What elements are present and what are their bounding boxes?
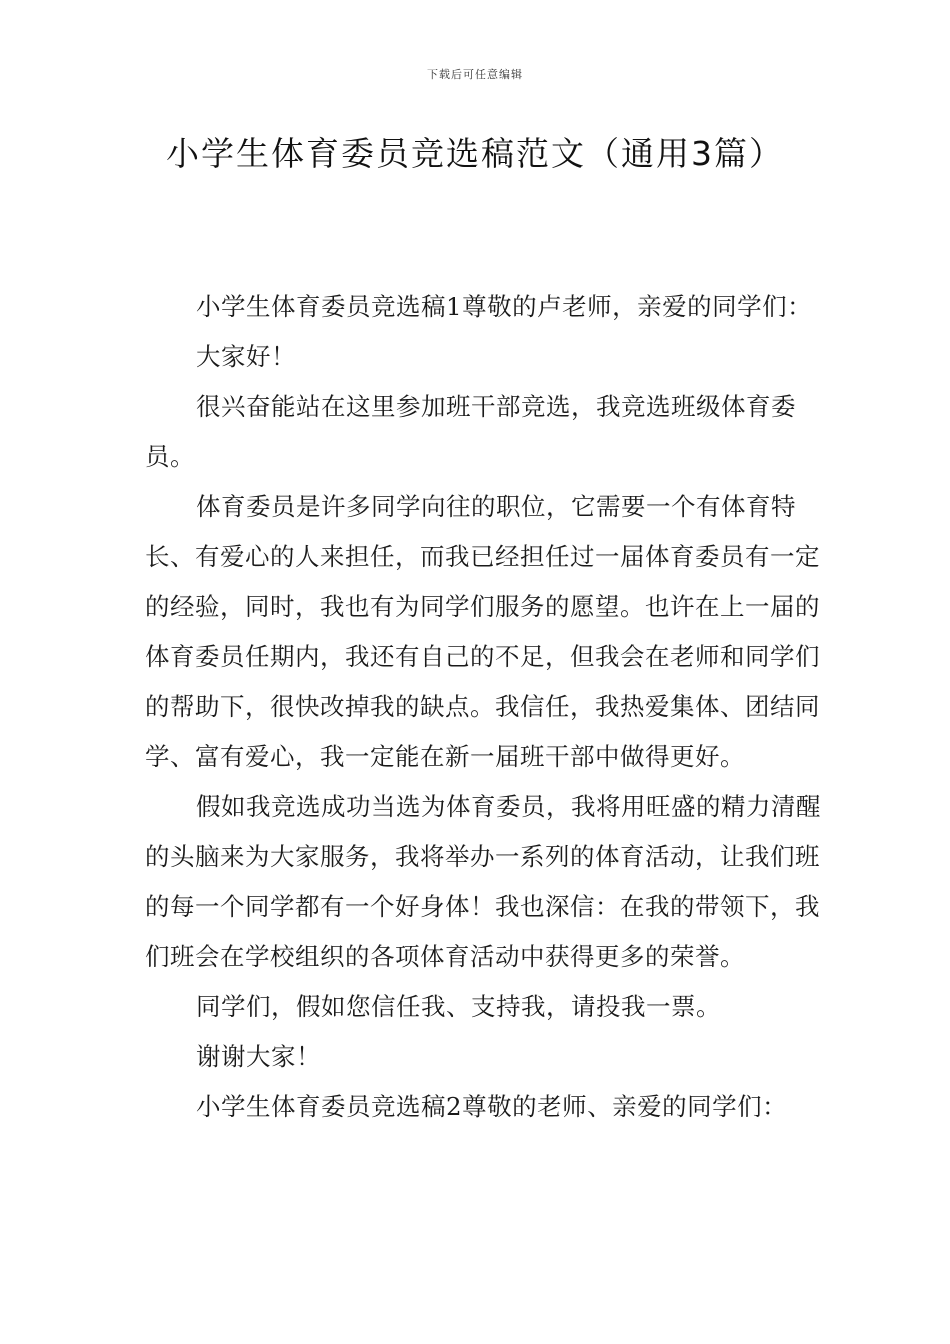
header-note: 下载后可任意编辑	[427, 68, 523, 81]
paragraph-speech-1-opening: 小学生体育委员竞选稿1尊敬的卢老师，亲爱的同学们：	[196, 292, 813, 321]
document-title: 小学生体育委员竞选稿范文（通用3篇）	[166, 134, 784, 173]
paragraph-introduction: 很兴奋能站在这里参加班干部竞选，我竞选班级体育委员。	[145, 392, 796, 471]
paragraph-qualifications: 体育委员是许多同学向往的职位，它需要一个有体育特长、有爱心的人来担任，而我已经担任过一届体育委员有一定的经验，同时，我也有为同学们服务的愿望。也许在上一届的体育委员任期内，我还有自己的不足，但我会在老师和同学们的帮助下，很快改掉我的缺点。我信任，我热爱集体、团结同学、富有爱心，我一定能在新一届班干部中做得更好。	[145, 492, 820, 771]
paragraph-thanks: 谢谢大家！	[196, 1042, 321, 1071]
document-body	[145, 282, 825, 1132]
paragraph-speech-2-opening: 小学生体育委员竞选稿2尊敬的老师、亲爱的同学们：	[196, 1092, 788, 1121]
paragraph-greeting: 大家好！	[196, 342, 296, 371]
paragraph-vote-request: 同学们，假如您信任我、支持我，请投我一票。	[196, 992, 721, 1021]
paragraph-plans: 假如我竞选成功当选为体育委员，我将用旺盛的精力清醒的头脑来为大家服务，我将举办一系列的体育活动，让我们班的每一个同学都有一个好身体！我也深信：在我的带领下，我们班会在学校组织的各项体育活动中获得更多的荣誉。	[145, 792, 821, 971]
